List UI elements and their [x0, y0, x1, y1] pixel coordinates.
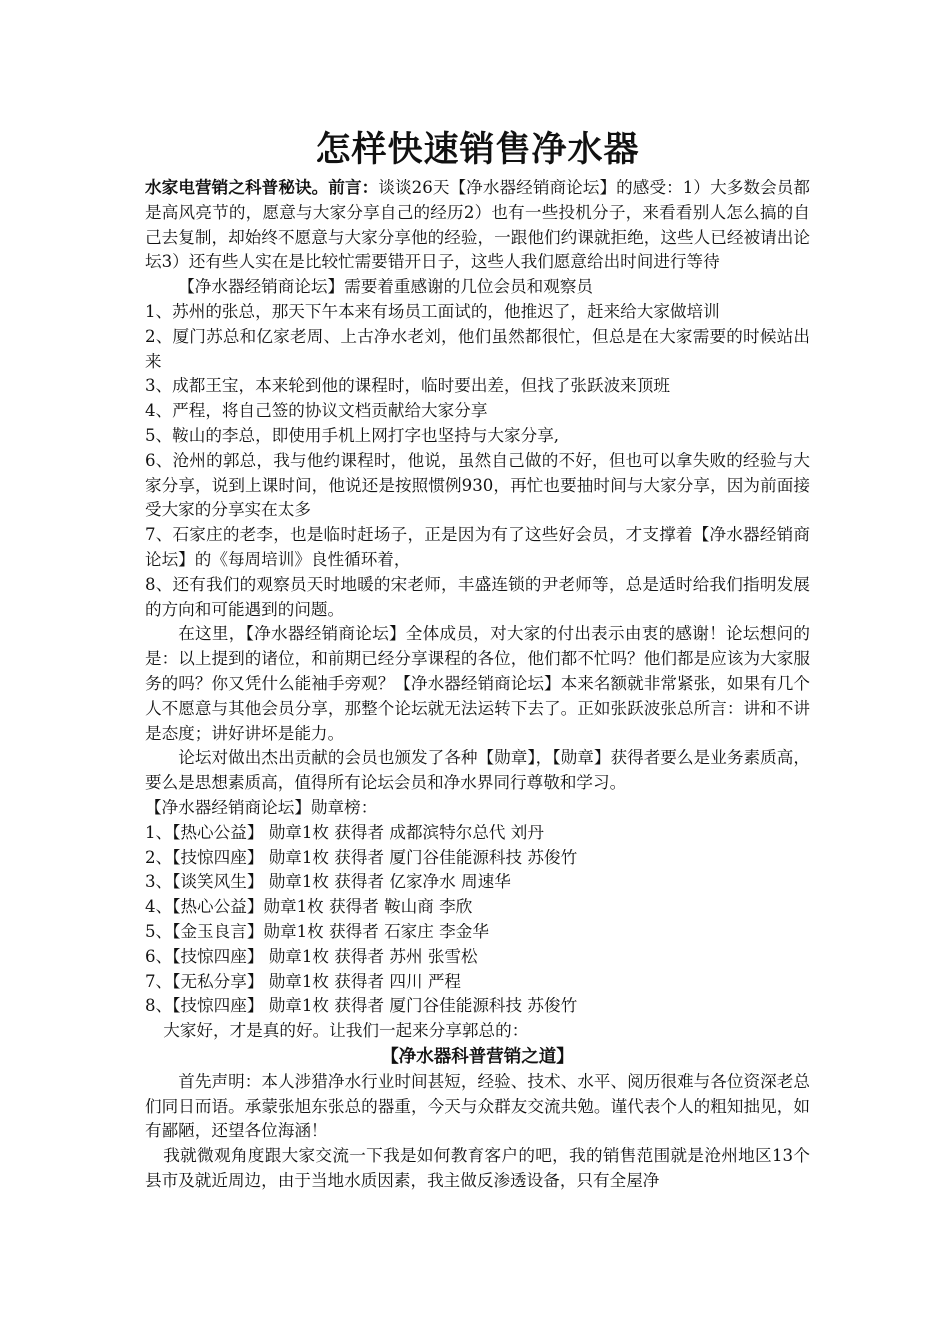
list-item: 5、鞍山的李总，即使用手机上网打字也坚持与大家分享,	[145, 425, 560, 445]
document-page	[145, 126, 810, 1194]
list-item: 1、【热心公益】 勋章1枚 获得者 成都滨特尔总代 刘丹	[145, 822, 544, 842]
medal-list	[145, 821, 810, 1019]
list-item: 8、还有我们的观察员天时地暖的宋老师，丰盛连锁的尹老师等，总是适时给我们指明发展的方向和可能遇到的问题。	[145, 574, 810, 619]
list-item: 6、【技惊四座】 勋章1枚 获得者 苏州 张雪松	[145, 946, 478, 966]
list-item: 7、【无私分享】 勋章1枚 获得者 四川 严程	[145, 971, 462, 991]
declaration-paragraph: 首先声明：本人涉猎净水行业时间甚短，经验、技术、水平、阅历很难与各位资深老总们同日而语。承蒙张旭东张总的器重，今天与众群友交流共勉。谨代表个人的粗知拙见，如有鄙陋，还望各位海涵！	[145, 1071, 810, 1141]
medal-heading: 【净水器经销商论坛】勋章榜：	[145, 797, 378, 817]
list-item: 4、【热心公益】勋章1枚 获得者 鞍山商 李欣	[145, 897, 473, 917]
list-item: 1、苏州的张总，那天下午本来有场员工面试的，他推迟了，赶来给大家做培训	[145, 301, 720, 321]
list-item: 7、石家庄的老李，也是临时赶场子，正是因为有了这些好会员，才支撑着【净水器经销商论坛】的《每周培训》良性循环着，	[145, 525, 810, 569]
medals-paragraph: 论坛对做出杰出贡献的会员也颁发了各种【勋章】，【勋章】获得者要么是业务素质高，要么是思想素质高，值得所有论坛会员和净水界同行尊敬和学习。	[145, 748, 810, 793]
thanks-heading: 【净水器经销商论坛】需要着重感谢的几位会员和观察员	[178, 277, 594, 297]
thanks-list	[145, 300, 810, 622]
list-item: 5、【金玉良言】勋章1枚 获得者 石家庄 李金华	[145, 921, 489, 941]
list-item: 3、【谈笑风生】 勋章1枚 获得者 亿家净水 周速华	[145, 872, 511, 892]
closing-line: 大家好，才是真的好。让我们一起来分享郭总的：	[163, 1021, 529, 1041]
list-item: 2、厦门苏总和亿家老周、上古净水老刘，他们虽然都很忙，但总是在大家需要的时候站出来	[145, 326, 810, 371]
list-item: 2、【技惊四座】 勋章1枚 获得者 厦门谷佳能源科技 苏俊竹	[145, 847, 578, 867]
list-item: 8、【技惊四座】 勋章1枚 获得者 厦门谷佳能源科技 苏俊竹	[145, 996, 578, 1016]
thanks-paragraph: 在这里，【净水器经销商论坛】全体成员，对大家的付出表示由衷的感谢！论坛想问的是：以上提到的诸位，和前期已经分享课程的各位，他们都不忙吗？他们都是应该为大家服务的吗？你又凭什么能袖手旁观？【净水器经销商论坛】本来名额就非常紧张，如果有几个人不愿意与其他会员分享，那整个论坛就无法运转下去了。正如张跃波张总所言：讲和不讲是态度；讲好讲坏是能力。	[145, 624, 810, 743]
intro-paragraph	[145, 176, 810, 275]
list-item: 4、严程，将自己签的协议文档贡献给大家分享	[145, 401, 488, 421]
list-item: 3、成都王宝，本来轮到他的课程时，临时要出差，但找了张跃波来顶班	[145, 376, 670, 396]
intro-text: 谈谈26天【净水器经销商论坛】的感受：1）大多数会员都是高风亮节的，愿意与大家分享自己的经历2）也有一些投机分子，来看看别人怎么搞的自己去复制，却始终不愿意与大家分享他的经验，一跟他们约课就拒绝，这些人已经被请出论坛3）还有些人实在是比较忙需要错开日子，这些人我们愿意给出时间进行等待	[145, 178, 811, 272]
section-subtitle: 【净水器科普营销之道】	[381, 1046, 574, 1067]
sales-paragraph: 我就微观角度跟大家交流一下我是如何教育客户的吧，我的销售范围就是沧州地区13个县市及就近周边，由于当地水质因素，我主做反渗透设备，只有全屋净	[145, 1146, 810, 1191]
list-item: 6、沧州的郭总，我与他约课程时，他说，虽然自己做的不好，但也可以拿失败的经验与大家分享，说到上课时间，他说还是按照惯例930，再忙也要抽时间与大家分享，因为前面接受大家的分享实在太多	[145, 450, 810, 520]
intro-bold-lead: 水家电营销之科普秘诀。前言：	[145, 178, 379, 197]
document-title: 怎样快速销售净水器	[315, 130, 640, 170]
